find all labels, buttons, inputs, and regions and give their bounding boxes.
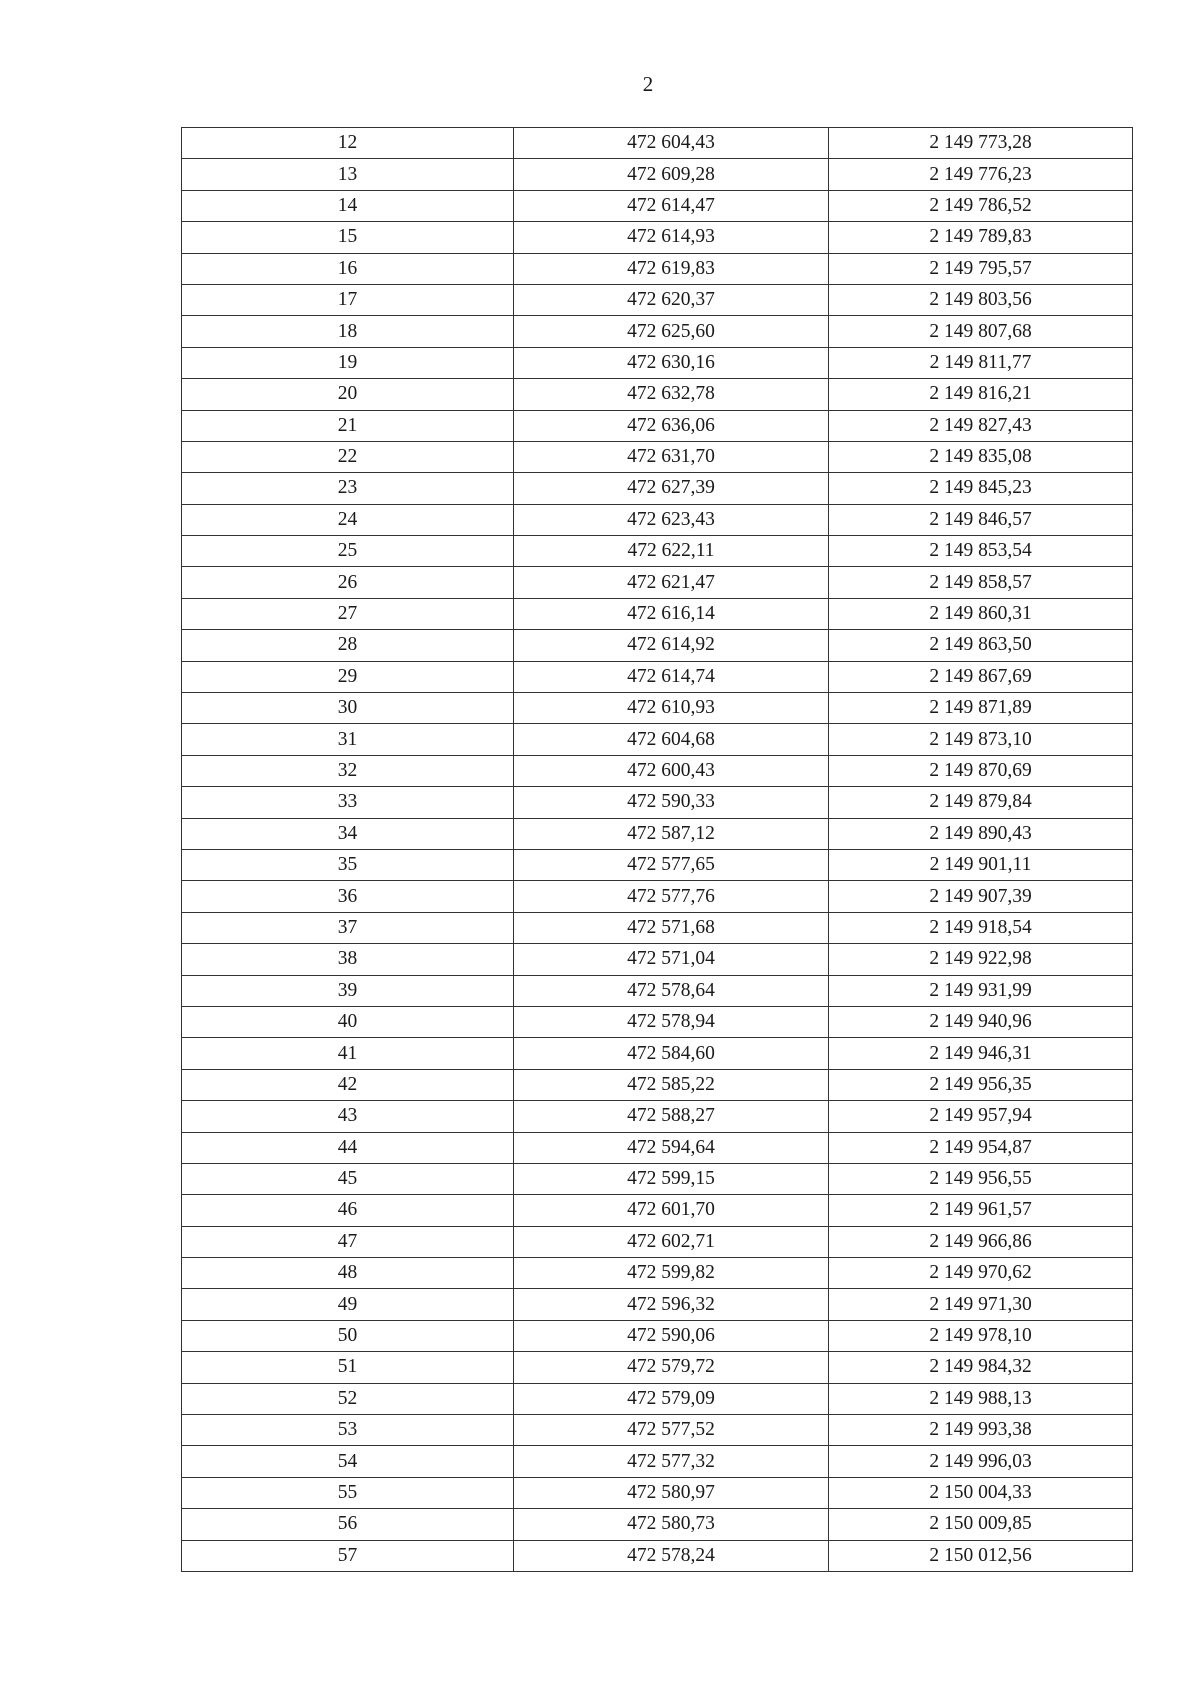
x-coordinate-cell: 472 577,52	[514, 1415, 829, 1446]
y-coordinate-cell: 2 149 984,32	[829, 1352, 1133, 1383]
table-row	[182, 944, 1133, 975]
table-row	[182, 1352, 1133, 1383]
x-coordinate-cell: 472 596,32	[514, 1289, 829, 1320]
table-row	[182, 316, 1133, 347]
table-row	[182, 1226, 1133, 1257]
table-row	[182, 1069, 1133, 1100]
y-coordinate-cell: 2 149 795,57	[829, 253, 1133, 284]
point-number-cell: 14	[182, 190, 514, 221]
point-number-cell: 23	[182, 473, 514, 504]
x-coordinate-cell: 472 580,73	[514, 1509, 829, 1540]
x-coordinate-cell: 472 609,28	[514, 159, 829, 190]
point-number-cell: 26	[182, 567, 514, 598]
table-row	[182, 441, 1133, 472]
y-coordinate-cell: 2 149 846,57	[829, 504, 1133, 535]
y-coordinate-cell: 2 149 773,28	[829, 128, 1133, 159]
y-coordinate-cell: 2 150 004,33	[829, 1477, 1133, 1508]
y-coordinate-cell: 2 149 870,69	[829, 755, 1133, 786]
point-number-cell: 34	[182, 818, 514, 849]
point-number-cell: 22	[182, 441, 514, 472]
table-row	[182, 1163, 1133, 1194]
y-coordinate-cell: 2 149 978,10	[829, 1320, 1133, 1351]
x-coordinate-cell: 472 614,93	[514, 222, 829, 253]
x-coordinate-cell: 472 600,43	[514, 755, 829, 786]
x-coordinate-cell: 472 601,70	[514, 1195, 829, 1226]
y-coordinate-cell: 2 149 786,52	[829, 190, 1133, 221]
table-row	[182, 284, 1133, 315]
point-number-cell: 30	[182, 693, 514, 724]
y-coordinate-cell: 2 149 957,94	[829, 1101, 1133, 1132]
table-row	[182, 724, 1133, 755]
table-row	[182, 473, 1133, 504]
x-coordinate-cell: 472 610,93	[514, 693, 829, 724]
x-coordinate-cell: 472 580,97	[514, 1477, 829, 1508]
y-coordinate-cell: 2 149 816,21	[829, 379, 1133, 410]
y-coordinate-cell: 2 149 954,87	[829, 1132, 1133, 1163]
y-coordinate-cell: 2 149 835,08	[829, 441, 1133, 472]
point-number-cell: 51	[182, 1352, 514, 1383]
table-row	[182, 630, 1133, 661]
y-coordinate-cell: 2 149 867,69	[829, 661, 1133, 692]
point-number-cell: 29	[182, 661, 514, 692]
x-coordinate-cell: 472 622,11	[514, 536, 829, 567]
point-number-cell: 18	[182, 316, 514, 347]
x-coordinate-cell: 472 604,68	[514, 724, 829, 755]
x-coordinate-cell: 472 619,83	[514, 253, 829, 284]
y-coordinate-cell: 2 150 012,56	[829, 1540, 1133, 1571]
y-coordinate-cell: 2 149 776,23	[829, 159, 1133, 190]
point-number-cell: 12	[182, 128, 514, 159]
point-number-cell: 50	[182, 1320, 514, 1351]
table-row	[182, 1006, 1133, 1037]
table-row	[182, 1258, 1133, 1289]
y-coordinate-cell: 2 149 860,31	[829, 598, 1133, 629]
y-coordinate-cell: 2 149 811,77	[829, 347, 1133, 378]
table-row	[182, 567, 1133, 598]
x-coordinate-cell: 472 621,47	[514, 567, 829, 598]
table-row	[182, 1446, 1133, 1477]
y-coordinate-cell: 2 149 918,54	[829, 912, 1133, 943]
point-number-cell: 33	[182, 787, 514, 818]
table-row	[182, 975, 1133, 1006]
y-coordinate-cell: 2 149 971,30	[829, 1289, 1133, 1320]
x-coordinate-cell: 472 625,60	[514, 316, 829, 347]
y-coordinate-cell: 2 149 853,54	[829, 536, 1133, 567]
y-coordinate-cell: 2 149 961,57	[829, 1195, 1133, 1226]
table-row	[182, 504, 1133, 535]
x-coordinate-cell: 472 594,64	[514, 1132, 829, 1163]
point-number-cell: 41	[182, 1038, 514, 1069]
table-row	[182, 1132, 1133, 1163]
point-number-cell: 48	[182, 1258, 514, 1289]
x-coordinate-cell: 472 571,04	[514, 944, 829, 975]
point-number-cell: 55	[182, 1477, 514, 1508]
table-row	[182, 849, 1133, 880]
x-coordinate-cell: 472 590,06	[514, 1320, 829, 1351]
point-number-cell: 44	[182, 1132, 514, 1163]
x-coordinate-cell: 472 578,64	[514, 975, 829, 1006]
y-coordinate-cell: 2 149 789,83	[829, 222, 1133, 253]
point-number-cell: 57	[182, 1540, 514, 1571]
coordinates-table	[181, 127, 1133, 1572]
x-coordinate-cell: 472 632,78	[514, 379, 829, 410]
y-coordinate-cell: 2 149 922,98	[829, 944, 1133, 975]
point-number-cell: 43	[182, 1101, 514, 1132]
point-number-cell: 56	[182, 1509, 514, 1540]
point-number-cell: 32	[182, 755, 514, 786]
table-row	[182, 1415, 1133, 1446]
point-number-cell: 24	[182, 504, 514, 535]
x-coordinate-cell: 472 571,68	[514, 912, 829, 943]
y-coordinate-cell: 2 149 956,35	[829, 1069, 1133, 1100]
point-number-cell: 36	[182, 881, 514, 912]
x-coordinate-cell: 472 630,16	[514, 347, 829, 378]
x-coordinate-cell: 472 616,14	[514, 598, 829, 629]
x-coordinate-cell: 472 577,32	[514, 1446, 829, 1477]
y-coordinate-cell: 2 149 970,62	[829, 1258, 1133, 1289]
x-coordinate-cell: 472 599,82	[514, 1258, 829, 1289]
x-coordinate-cell: 472 587,12	[514, 818, 829, 849]
y-coordinate-cell: 2 149 845,23	[829, 473, 1133, 504]
y-coordinate-cell: 2 149 807,68	[829, 316, 1133, 347]
coordinates-table-body	[182, 128, 1133, 1572]
point-number-cell: 13	[182, 159, 514, 190]
y-coordinate-cell: 2 149 890,43	[829, 818, 1133, 849]
point-number-cell: 20	[182, 379, 514, 410]
x-coordinate-cell: 472 584,60	[514, 1038, 829, 1069]
table-row	[182, 1101, 1133, 1132]
x-coordinate-cell: 472 614,92	[514, 630, 829, 661]
point-number-cell: 37	[182, 912, 514, 943]
table-row	[182, 1477, 1133, 1508]
point-number-cell: 38	[182, 944, 514, 975]
table-row	[182, 536, 1133, 567]
x-coordinate-cell: 472 588,27	[514, 1101, 829, 1132]
x-coordinate-cell: 472 578,24	[514, 1540, 829, 1571]
x-coordinate-cell: 472 627,39	[514, 473, 829, 504]
table-row	[182, 128, 1133, 159]
x-coordinate-cell: 472 636,06	[514, 410, 829, 441]
table-row	[182, 379, 1133, 410]
point-number-cell: 54	[182, 1446, 514, 1477]
page-number: 2	[642, 72, 654, 96]
table-row	[182, 253, 1133, 284]
x-coordinate-cell: 472 614,47	[514, 190, 829, 221]
table-row	[182, 190, 1133, 221]
y-coordinate-cell: 2 149 901,11	[829, 849, 1133, 880]
point-number-cell: 21	[182, 410, 514, 441]
y-coordinate-cell: 2 149 858,57	[829, 567, 1133, 598]
x-coordinate-cell: 472 620,37	[514, 284, 829, 315]
point-number-cell: 53	[182, 1415, 514, 1446]
x-coordinate-cell: 472 614,74	[514, 661, 829, 692]
table-row	[182, 787, 1133, 818]
table-row	[182, 912, 1133, 943]
table-row	[182, 1383, 1133, 1414]
y-coordinate-cell: 2 149 863,50	[829, 630, 1133, 661]
point-number-cell: 52	[182, 1383, 514, 1414]
point-number-cell: 28	[182, 630, 514, 661]
point-number-cell: 25	[182, 536, 514, 567]
y-coordinate-cell: 2 149 931,99	[829, 975, 1133, 1006]
y-coordinate-cell: 2 149 873,10	[829, 724, 1133, 755]
y-coordinate-cell: 2 149 940,96	[829, 1006, 1133, 1037]
y-coordinate-cell: 2 149 871,89	[829, 693, 1133, 724]
x-coordinate-cell: 472 585,22	[514, 1069, 829, 1100]
point-number-cell: 40	[182, 1006, 514, 1037]
y-coordinate-cell: 2 149 996,03	[829, 1446, 1133, 1477]
y-coordinate-cell: 2 149 956,55	[829, 1163, 1133, 1194]
table-row	[182, 1540, 1133, 1571]
x-coordinate-cell: 472 577,65	[514, 849, 829, 880]
table-row	[182, 693, 1133, 724]
point-number-cell: 39	[182, 975, 514, 1006]
x-coordinate-cell: 472 579,09	[514, 1383, 829, 1414]
y-coordinate-cell: 2 149 803,56	[829, 284, 1133, 315]
table-row	[182, 881, 1133, 912]
table-row	[182, 1509, 1133, 1540]
table-row	[182, 347, 1133, 378]
x-coordinate-cell: 472 578,94	[514, 1006, 829, 1037]
x-coordinate-cell: 472 602,71	[514, 1226, 829, 1257]
y-coordinate-cell: 2 149 946,31	[829, 1038, 1133, 1069]
x-coordinate-cell: 472 604,43	[514, 128, 829, 159]
y-coordinate-cell: 2 149 879,84	[829, 787, 1133, 818]
y-coordinate-cell: 2 149 827,43	[829, 410, 1133, 441]
point-number-cell: 35	[182, 849, 514, 880]
table-row	[182, 661, 1133, 692]
y-coordinate-cell: 2 149 988,13	[829, 1383, 1133, 1414]
y-coordinate-cell: 2 149 993,38	[829, 1415, 1133, 1446]
x-coordinate-cell: 472 631,70	[514, 441, 829, 472]
y-coordinate-cell: 2 150 009,85	[829, 1509, 1133, 1540]
point-number-cell: 31	[182, 724, 514, 755]
point-number-cell: 16	[182, 253, 514, 284]
table-row	[182, 1320, 1133, 1351]
point-number-cell: 19	[182, 347, 514, 378]
point-number-cell: 49	[182, 1289, 514, 1320]
point-number-cell: 47	[182, 1226, 514, 1257]
x-coordinate-cell: 472 623,43	[514, 504, 829, 535]
table-row	[182, 1195, 1133, 1226]
table-row	[182, 818, 1133, 849]
point-number-cell: 17	[182, 284, 514, 315]
x-coordinate-cell: 472 577,76	[514, 881, 829, 912]
point-number-cell: 27	[182, 598, 514, 629]
x-coordinate-cell: 472 590,33	[514, 787, 829, 818]
table-row	[182, 1038, 1133, 1069]
y-coordinate-cell: 2 149 907,39	[829, 881, 1133, 912]
point-number-cell: 45	[182, 1163, 514, 1194]
table-row	[182, 598, 1133, 629]
point-number-cell: 46	[182, 1195, 514, 1226]
table-row	[182, 410, 1133, 441]
table-row	[182, 1289, 1133, 1320]
x-coordinate-cell: 472 599,15	[514, 1163, 829, 1194]
table-row	[182, 222, 1133, 253]
table-row	[182, 755, 1133, 786]
point-number-cell: 42	[182, 1069, 514, 1100]
x-coordinate-cell: 472 579,72	[514, 1352, 829, 1383]
y-coordinate-cell: 2 149 966,86	[829, 1226, 1133, 1257]
point-number-cell: 15	[182, 222, 514, 253]
table-row	[182, 159, 1133, 190]
